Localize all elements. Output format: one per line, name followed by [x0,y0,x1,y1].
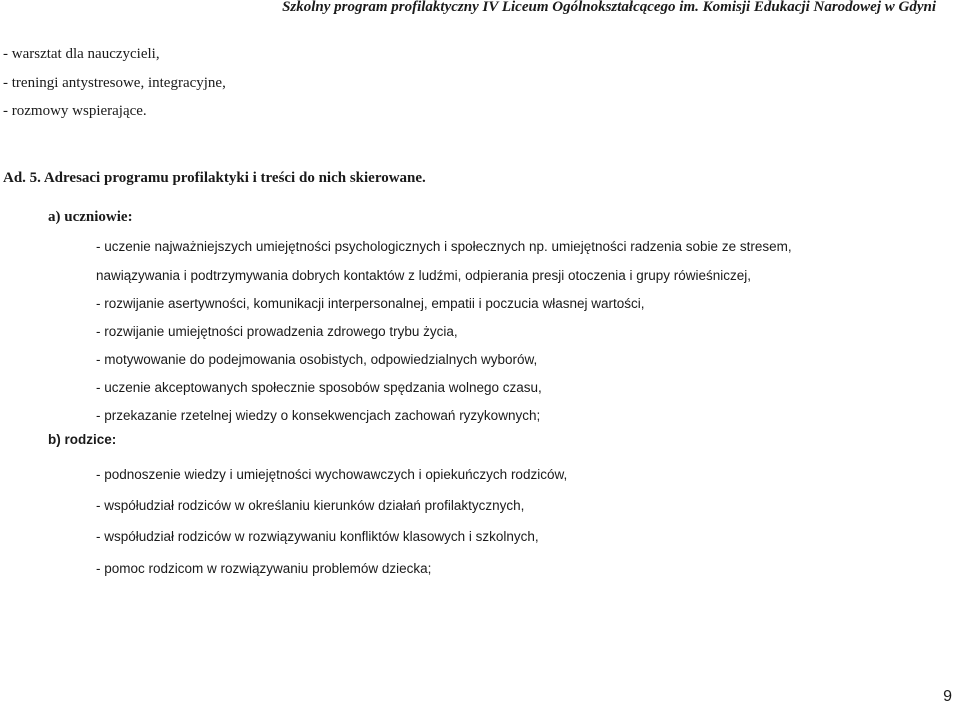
parents-label: b) rodzice: [48,432,117,447]
intro-list-item: - warsztat dla nauczycieli, [3,46,160,62]
students-item: - przekazanie rzetelnej wiedzy o konsekwencjach zachowań ryzykownych; [96,408,541,423]
parents-item: - pomoc rodzicom w rozwiązywaniu problemów dziecka; [96,561,432,576]
parents-item: - współudział rodziców w rozwiązywaniu konfliktów klasowych i szkolnych, [96,529,539,544]
students-item: - rozwijanie umiejętności prowadzenia zdrowego trybu życia, [96,324,458,339]
page-number: 9 [943,688,952,705]
parents-item: - podnoszenie wiedzy i umiejętności wychowawczych i opiekuńczych rodziców, [96,467,568,482]
students-label: a) uczniowie: [48,209,133,225]
intro-list-item: - rozmowy wspierające. [3,103,147,119]
students-item: - uczenie akceptowanych społecznie sposobów spędzania wolnego czasu, [96,380,542,395]
students-item-continuation: nawiązywania i podtrzymywania dobrych kontaktów z ludźmi, odpierania presji otoczenia i grupy rówieśniczej, [96,268,752,283]
parents-item: - współudział rodziców w określaniu kierunków działań profilaktycznych, [96,498,525,513]
intro-list-item: - treningi antystresowe, integracyjne, [3,75,226,91]
students-item: - uczenie najważniejszych umiejętności psychologicznych i społecznych np. umiejętności radzenia sobie ze stresem, [96,239,792,254]
students-item: - motywowanie do podejmowania osobistych, odpowiedzialnych wyborów, [96,352,538,367]
students-item: - rozwijanie asertywności, komunikacji interpersonalnej, empatii i poczucia własnej wartości, [96,296,645,311]
running-header: Szkolny program profilaktyczny IV Liceum Ogólnokształcącego im. Komisji Edukacji Narodowej w Gdyni [282,0,936,15]
section-heading: Ad. 5. Adresaci programu profilaktyki i treści do nich skierowane. [3,170,426,186]
